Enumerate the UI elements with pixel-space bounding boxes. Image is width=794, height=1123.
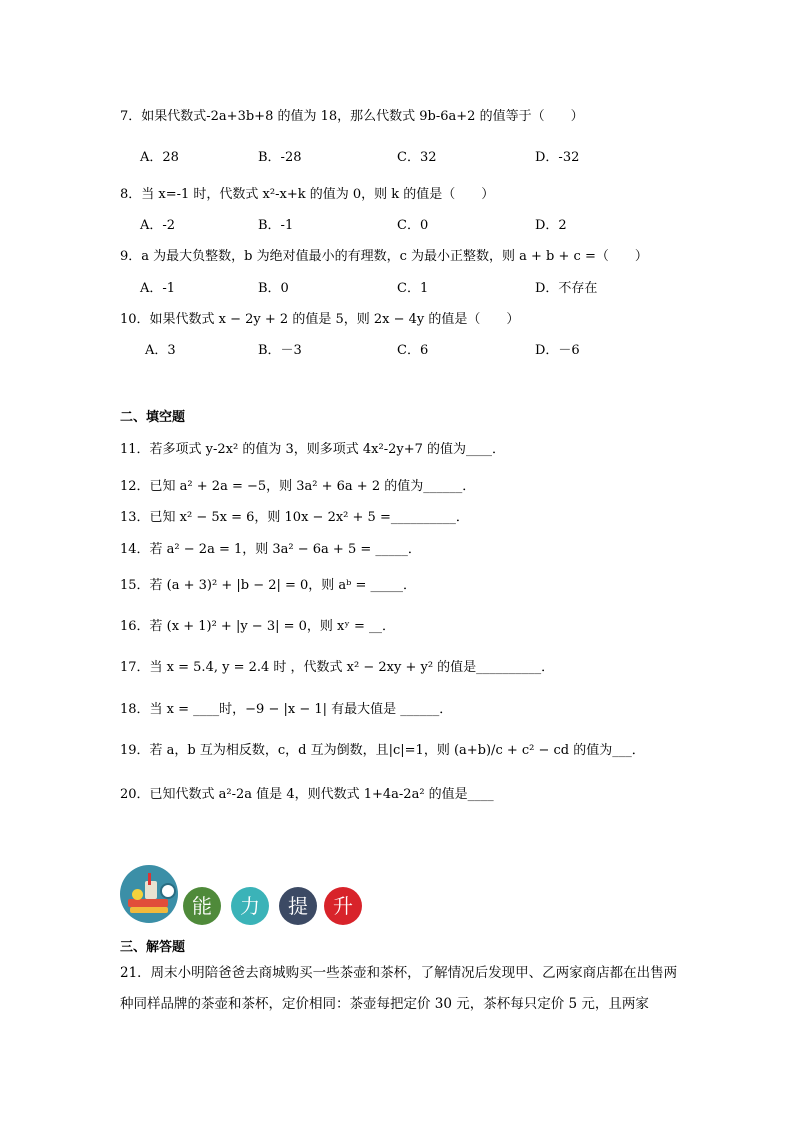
q9-option-b: B．0 xyxy=(258,281,289,296)
question-20: 20．已知代数式 a²-2a 值是 4，则代数式 1+4a-2a² 的值是____ xyxy=(120,787,494,802)
q7-option-d: D．-32 xyxy=(535,150,580,165)
question-17: 17．当 x = 5.4, y = 2.4 时 ，代数式 x² − 2xy + y² 的值是__________． xyxy=(120,660,555,675)
question-14: 14．若 a² − 2a = 1，则 3a² − 6a + 5 = _____． xyxy=(120,542,421,557)
question-9-stem: 9．a 为最大负整数，b 为绝对值最小的有理数，c 为最小正整数，则 a + b + c =（ ） xyxy=(120,249,648,264)
q10-option-c: C．6 xyxy=(397,343,429,358)
ability-improve-banner xyxy=(120,865,380,925)
question-18: 18．当 x = ____时，−9 − |x − 1| 有最大值是 ______． xyxy=(120,702,453,717)
question-19: 19．若 a，b 互为相反数，c，d 互为倒数，且|c|=1，则 (a+b)/c + c² − cd 的值为___． xyxy=(120,743,645,758)
q7-option-c: C．32 xyxy=(397,150,437,165)
section-heading-answer: 三、解答题 xyxy=(120,940,186,955)
badge-char-1: 能 xyxy=(183,887,221,925)
question-13: 13．已知 x² − 5x = 6，则 10x − 2x² + 5 =__________． xyxy=(120,510,469,525)
badge-char-4: 升 xyxy=(324,887,362,925)
question-15: 15．若 (a + 3)² + |b − 2| = 0，则 aᵇ = _____． xyxy=(120,578,417,593)
q9-option-a: A．-1 xyxy=(140,281,176,296)
q8-option-b: B．-1 xyxy=(258,218,294,233)
section-heading-fill: 二、填空题 xyxy=(120,410,186,425)
q10-option-a: A．3 xyxy=(145,343,176,358)
q8-option-a: A．-2 xyxy=(140,218,176,233)
badge-char-3: 提 xyxy=(279,887,317,925)
q9-option-d: D．不存在 xyxy=(535,281,598,296)
q7-option-b: B．-28 xyxy=(258,150,302,165)
question-11: 11．若多项式 y-2x² 的值为 3，则多项式 4x²-2y+7 的值为____． xyxy=(120,442,506,457)
question-16: 16．若 (x + 1)² + |y − 3| = 0，则 xʸ = __． xyxy=(120,619,396,634)
question-21: 21．周末小明陪爸爸去商城购买一些茶壶和茶杯，了解情况后发现甲、乙两家商店都在出售两种同样品牌的茶壶和茶杯，定价相同：茶壶每把定价 30 元，茶杯每只定价 5 元，且两家 xyxy=(120,965,678,1012)
study-books-icon xyxy=(120,865,178,923)
question-12: 12．已知 a² + 2a = −5，则 3a² + 6a + 2 的值为______． xyxy=(120,479,476,494)
q9-option-c: C．1 xyxy=(397,281,429,296)
q10-option-d: D．－6 xyxy=(535,343,580,358)
q8-option-c: C．0 xyxy=(397,218,429,233)
q8-option-d: D．2 xyxy=(535,218,567,233)
question-8-stem: 8．当 x=-1 时，代数式 x²-x+k 的值为 0，则 k 的值是（ ） xyxy=(120,187,495,202)
q7-option-a: A．28 xyxy=(140,150,179,165)
question-7-stem: 7．如果代数式-2a+3b+8 的值为 18，那么代数式 9b-6a+2 的值等于（ ） xyxy=(120,109,584,124)
badge-char-2: 力 xyxy=(231,887,269,925)
q10-option-b: B．－3 xyxy=(258,343,302,358)
question-10-stem: 10．如果代数式 x − 2y + 2 的值是 5，则 2x − 4y 的值是（ ） xyxy=(120,312,520,327)
